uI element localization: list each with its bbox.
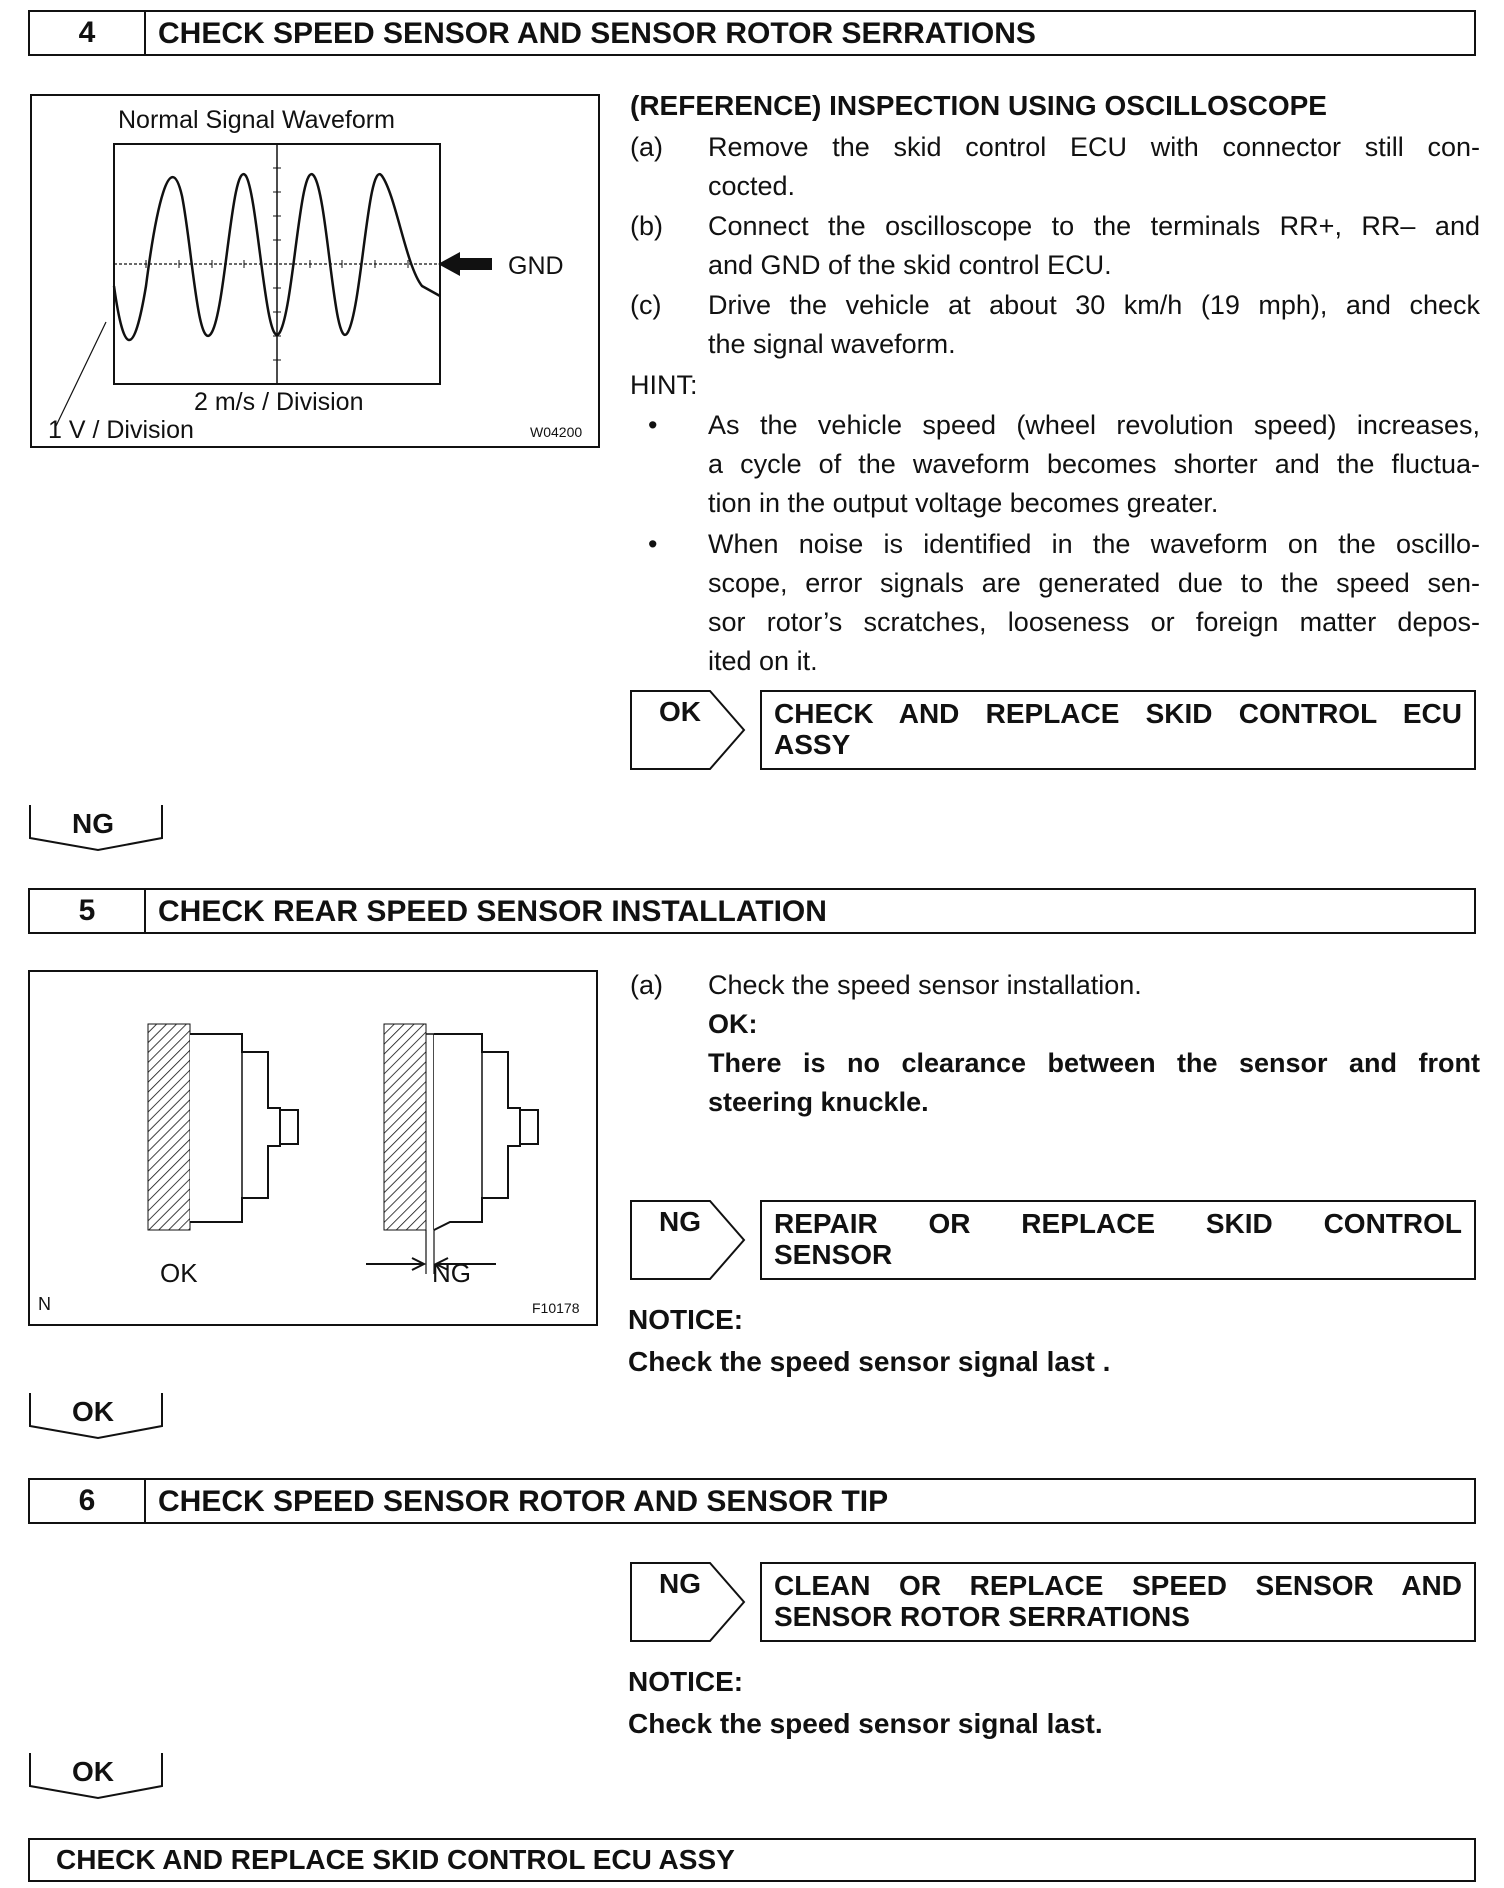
step-number: 4 xyxy=(30,12,146,54)
figure-code: F10178 xyxy=(532,1300,580,1316)
step-title: CHECK SPEED SENSOR ROTOR AND SENSOR TIP xyxy=(158,1485,889,1518)
item-mark: (c) xyxy=(630,290,662,320)
notice-text: Check the speed sensor signal last. xyxy=(628,1708,1103,1739)
result-line: CHECK AND REPLACE SKID CONTROL ECU xyxy=(774,698,1462,729)
hint-line: tion in the output voltage becomes greater. xyxy=(708,488,1219,518)
item-line: cocted. xyxy=(708,171,796,201)
hint-1 xyxy=(630,406,1480,526)
item-line: Drive the vehicle at about 30 km/h (19 mph), and check xyxy=(708,290,1480,320)
item-line: the signal waveform. xyxy=(708,329,956,359)
result-line: REPAIR OR REPLACE SKID CONTROL xyxy=(774,1208,1462,1239)
gnd-label: GND xyxy=(508,252,564,280)
result-line: CLEAN OR REPLACE SPEED SENSOR AND xyxy=(774,1570,1462,1601)
final-action-text: CHECK AND REPLACE SKID CONTROL ECU ASSY xyxy=(56,1844,735,1875)
ng-figure-label: NG xyxy=(432,1258,471,1288)
instruction-c xyxy=(630,286,1480,366)
figure-code: W04200 xyxy=(530,424,583,440)
ng-result-box xyxy=(760,1562,1476,1642)
ng-result-box xyxy=(760,1200,1476,1280)
clearance-arrow-icon xyxy=(366,1258,424,1270)
step-title: CHECK REAR SPEED SENSOR INSTALLATION xyxy=(158,895,827,928)
sensor-diagram xyxy=(30,972,596,1324)
notice-text: Check the speed sensor signal last . xyxy=(628,1346,1111,1377)
hint-2 xyxy=(630,525,1480,685)
ok-line: There is no clearance between the sensor and front xyxy=(708,1048,1480,1078)
ok-flow-tab xyxy=(28,1752,166,1800)
instruction-a xyxy=(630,966,1480,1126)
step-number: 6 xyxy=(30,1480,146,1522)
inspection-heading: (REFERENCE) INSPECTION USING OSCILLOSCOPE xyxy=(630,90,1327,121)
step-title: CHECK SPEED SENSOR AND SENSOR ROTOR SERRATIONS xyxy=(158,17,1036,50)
hint-line: scope, error signals are generated due to the speed sen- xyxy=(708,568,1480,598)
step-5-header xyxy=(28,888,1476,934)
flow-label: OK xyxy=(72,1756,114,1787)
hint-line: sor rotor’s scratches, looseness or foreign matter depos- xyxy=(708,607,1480,637)
result-label: NG xyxy=(659,1206,701,1237)
corner-label: N xyxy=(38,1294,51,1314)
volt-division-label: 1 V / Division xyxy=(48,416,194,444)
result-label: OK xyxy=(659,696,701,727)
item-mark: (a) xyxy=(630,132,663,162)
ng-result-arrow xyxy=(630,1200,746,1280)
item-mark: (a) xyxy=(630,970,663,1000)
ok-result-box xyxy=(760,690,1476,770)
item-line: and GND of the skid control ECU. xyxy=(708,250,1112,280)
knuckle-ng xyxy=(384,1024,426,1230)
step-4-header xyxy=(28,10,1476,56)
ok-figure-label: OK xyxy=(160,1258,198,1288)
result-line: SENSOR xyxy=(774,1239,893,1270)
waveform-figure xyxy=(30,94,600,448)
bullet: • xyxy=(648,529,658,559)
hint-label: HINT: xyxy=(630,370,698,400)
item-line: Connect the oscilloscope to the terminals RR+, RR– and xyxy=(708,211,1480,241)
sensor-installation-figure xyxy=(28,970,598,1326)
hint-line: a cycle of the waveform becomes shorter and the fluctua- xyxy=(708,449,1480,479)
instruction-b xyxy=(630,207,1480,287)
item-line: Check the speed sensor installation. xyxy=(708,970,1142,1000)
flow-label: OK xyxy=(72,1396,114,1427)
ok-heading: OK: xyxy=(708,1009,758,1039)
bullet: • xyxy=(648,410,658,440)
time-division-label: 2 m/s / Division xyxy=(194,388,364,416)
item-mark: (b) xyxy=(630,211,663,241)
flow-label: NG xyxy=(72,808,114,839)
gnd-arrow-icon xyxy=(438,252,492,276)
ok-flow-tab xyxy=(28,1392,166,1440)
ng-flow-tab xyxy=(28,804,166,852)
instruction-a xyxy=(630,128,1480,208)
hint-line: When noise is identified in the waveform on the oscillo- xyxy=(708,529,1480,559)
notice-label: NOTICE: xyxy=(628,1304,744,1335)
ok-line: steering knuckle. xyxy=(708,1087,929,1117)
knuckle-ok xyxy=(148,1024,190,1230)
notice-label: NOTICE: xyxy=(628,1666,744,1697)
ok-result-arrow xyxy=(630,690,746,770)
final-action-box xyxy=(28,1838,1476,1882)
item-line: Remove the skid control ECU with connector still con- xyxy=(708,132,1480,162)
hint-line: ited on it. xyxy=(708,646,818,676)
result-line: ASSY xyxy=(774,729,851,760)
step-number: 5 xyxy=(30,890,146,932)
hint-line: As the vehicle speed (wheel revolution speed) increases, xyxy=(708,410,1480,440)
result-line: SENSOR ROTOR SERRATIONS xyxy=(774,1601,1190,1632)
waveform-title: Normal Signal Waveform xyxy=(118,106,395,134)
ng-result-arrow xyxy=(630,1562,746,1642)
step-6-header xyxy=(28,1478,1476,1524)
result-label: NG xyxy=(659,1568,701,1599)
